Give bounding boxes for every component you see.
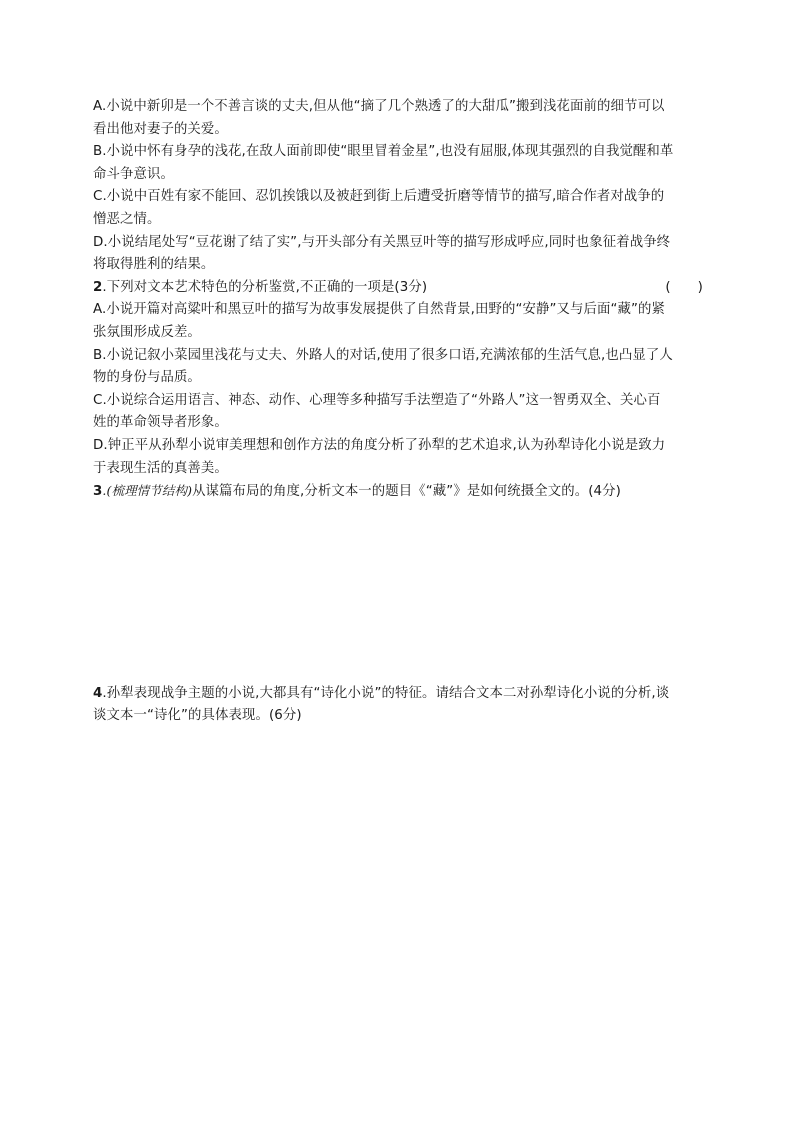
option-line: A.小说开篇对高粱叶和黑豆叶的描写为故事发展提供了自然背景,田野的“安静”又与后面“藏”的紧 bbox=[93, 302, 666, 318]
option-line: 看出他对妻子的关爱。 bbox=[93, 121, 228, 137]
option-line: A.小说中新卯是一个不善言谈的丈夫,但从他“摘了几个熟透了的大甜瓜”搬到浅花面前的细节可以 bbox=[93, 99, 665, 114]
option-line: 物的身份与品质。 bbox=[93, 370, 201, 386]
q1-option-b[interactable] bbox=[93, 141, 705, 186]
q2-stem bbox=[93, 277, 705, 300]
question-number: 3 bbox=[93, 484, 103, 500]
question-content bbox=[93, 96, 705, 1028]
question-tag: .(梳理情节结构) bbox=[102, 483, 193, 499]
option-line: B.小说中怀有身孕的浅花,在敌人面前即使“眼里冒着金星”,也没有屈服,体现其强烈的自我觉醒和革 bbox=[93, 144, 674, 160]
option-line: D.小说结尾处写“豆花谢了结了实”,与开头部分有关黑豆叶等的描写形成呼应,同时也象征着战争终 bbox=[93, 234, 671, 250]
option-line: 将取得胜利的结果。 bbox=[93, 257, 215, 273]
q2-option-b[interactable] bbox=[93, 345, 705, 390]
q4-stem bbox=[93, 683, 705, 728]
option-line: C.小说中百姓有家不能回、忍饥挨饿以及被赶到街上后遭受折磨等情节的描写,暗合作者对战争的 bbox=[93, 189, 665, 205]
q3-stem bbox=[93, 480, 705, 503]
question-text: .下列对文本艺术特色的分析鉴赏,不正确的一项是(3分) bbox=[102, 279, 428, 295]
q1-option-a[interactable] bbox=[93, 96, 705, 141]
option-line: 于表现生活的真善美。 bbox=[93, 460, 228, 476]
question-line bbox=[93, 683, 705, 706]
question-text: 从谋篇布局的角度,分析文本一的题目《“藏”》是如何统摄全文的。(4分) bbox=[192, 484, 621, 500]
option-line: 命斗争意识。 bbox=[93, 166, 174, 182]
question-number: 2 bbox=[93, 279, 103, 295]
option-line: 张氛围形成反差。 bbox=[93, 324, 201, 340]
option-line: D.钟正平从孙犁小说审美理想和创作方法的角度分析了孙犁的艺术追求,认为孙犁诗化小说是致力 bbox=[93, 437, 666, 453]
q1-option-c[interactable] bbox=[93, 186, 705, 231]
q4-answer-space[interactable] bbox=[93, 728, 705, 1028]
option-line: 姓的革命领导者形象。 bbox=[93, 415, 228, 431]
q2-option-a[interactable] bbox=[93, 299, 705, 344]
q1-option-d[interactable] bbox=[93, 232, 705, 277]
option-line: C.小说综合运用语言、神态、动作、心理等多种描写手法塑造了“外路人”这一智勇双全、关心百 bbox=[93, 392, 661, 408]
option-line: 憎恶之情。 bbox=[93, 211, 161, 227]
question-line: 谈文本一“诗化”的具体表现。(6分) bbox=[93, 708, 302, 724]
q3-answer-space[interactable] bbox=[93, 503, 705, 683]
question-number: 4 bbox=[93, 685, 103, 701]
option-line: B.小说记叙小菜园里浅花与丈夫、外路人的对话,使用了很多口语,充满浓郁的生活气息,也凸显了人 bbox=[93, 347, 673, 363]
q2-option-c[interactable] bbox=[93, 390, 705, 435]
question-text: .孙犁表现战争主题的小说,大都具有“诗化小说”的特征。请结合文本二对孙犁诗化小说的分析,谈 bbox=[102, 685, 670, 701]
answer-parentheses[interactable]: ( ) bbox=[665, 279, 703, 295]
q2-option-d[interactable] bbox=[93, 435, 705, 480]
